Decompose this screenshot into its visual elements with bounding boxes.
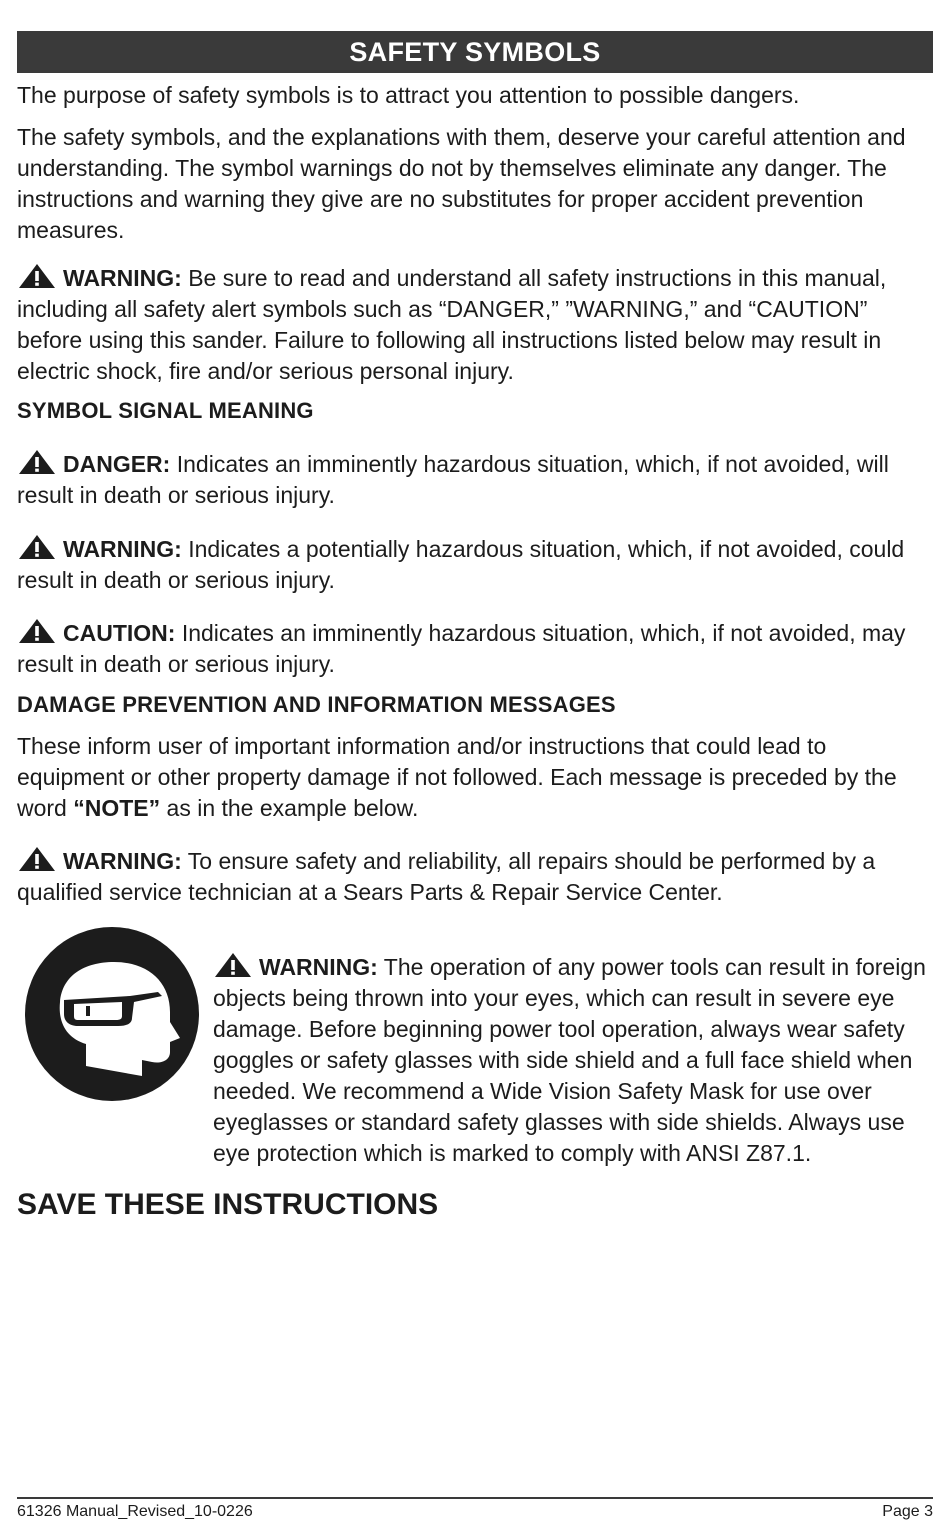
intro-paragraph-2: The safety symbols, and the explanations with them, deserve your careful attention and understanding. The symbol warnings do not by themselves eliminate any danger. The instructions and warning they give are no substitutes for proper accident prevention measures. (17, 124, 906, 243)
danger-text: Indicates an imminently hazardous situation, which, if not avoided, will result in death or serious injury. (17, 451, 889, 508)
footer-divider (17, 1497, 933, 1499)
alert-triangle-icon (17, 618, 57, 644)
caution-text: Indicates an imminently hazardous situation, which, if not avoided, may result in death or serious injury. (17, 620, 906, 677)
eye-warning-label: WARNING: (259, 954, 378, 980)
main-warning-paragraph (17, 263, 935, 387)
damage-text-before: These inform user of important information and/or instructions that could lead to equipment or other property damage if not followed. Each message is preceded by the word (17, 733, 897, 821)
footer-document-id: 61326 Manual_Revised_10-0226 (17, 1503, 253, 1520)
repair-warning-paragraph (17, 846, 935, 908)
symbol-section-heading: SYMBOL SIGNAL MEANING (17, 398, 314, 423)
repair-warning-label: WARNING: (63, 848, 182, 874)
alert-triangle-icon (17, 449, 57, 475)
warning-meaning-text: Indicates a potentially hazardous situation, which, if not avoided, could result in death or serious injury. (17, 536, 905, 593)
alert-triangle-icon (17, 263, 57, 289)
alert-triangle-icon (17, 534, 57, 560)
damage-section-heading: DAMAGE PREVENTION AND INFORMATION MESSAGES (17, 692, 616, 717)
damage-paragraph (17, 731, 935, 824)
intro-paragraph-1: The purpose of safety symbols is to attract you attention to possible dangers. (17, 82, 800, 108)
safety-goggles-head-icon (24, 926, 200, 1102)
caution-paragraph (17, 618, 935, 680)
warning-meaning-paragraph (17, 534, 935, 596)
warning-text: Be sure to read and understand all safety instructions in this manual, including all safety alert symbols such as “DANGER,” ”WARNING,” and “CAUTION” before using this sander. Failure to following all instructions listed below may result in electric shock, fire and/or serious personal injury. (17, 265, 887, 384)
alert-triangle-icon (17, 846, 57, 872)
alert-triangle-icon (213, 952, 253, 978)
warning-meaning-label: WARNING: (63, 536, 182, 562)
note-word: “NOTE” (73, 795, 161, 821)
danger-label: DANGER: (63, 451, 171, 477)
caution-label: CAUTION: (63, 620, 176, 646)
eye-warning-text: The operation of any power tools can result in foreign objects being thrown into your eyes, which can result in severe eye damage. Before beginning power tool operation, always wear safety goggles or safety glasses with side shield and a full face shield when needed. We recommend a Wide Vision Safety Mask for use over eyeglasses or standard safety glasses with side shields. Always use eye protection which is marked to comply with ANSI Z87.1. (213, 954, 926, 1166)
eye-warning-paragraph (213, 952, 935, 1169)
footer-page-number: Page 3 (882, 1503, 933, 1520)
section-banner: SAFETY SYMBOLS (17, 31, 933, 73)
repair-warning-text: To ensure safety and reliability, all repairs should be performed by a qualified service technician at a Sears Parts & Repair Service Center. (17, 848, 876, 905)
danger-paragraph (17, 449, 935, 511)
warning-label: WARNING: (63, 265, 182, 291)
damage-text-after: as in the example below. (160, 795, 419, 821)
save-instructions-heading: SAVE THESE INSTRUCTIONS (17, 1188, 439, 1221)
